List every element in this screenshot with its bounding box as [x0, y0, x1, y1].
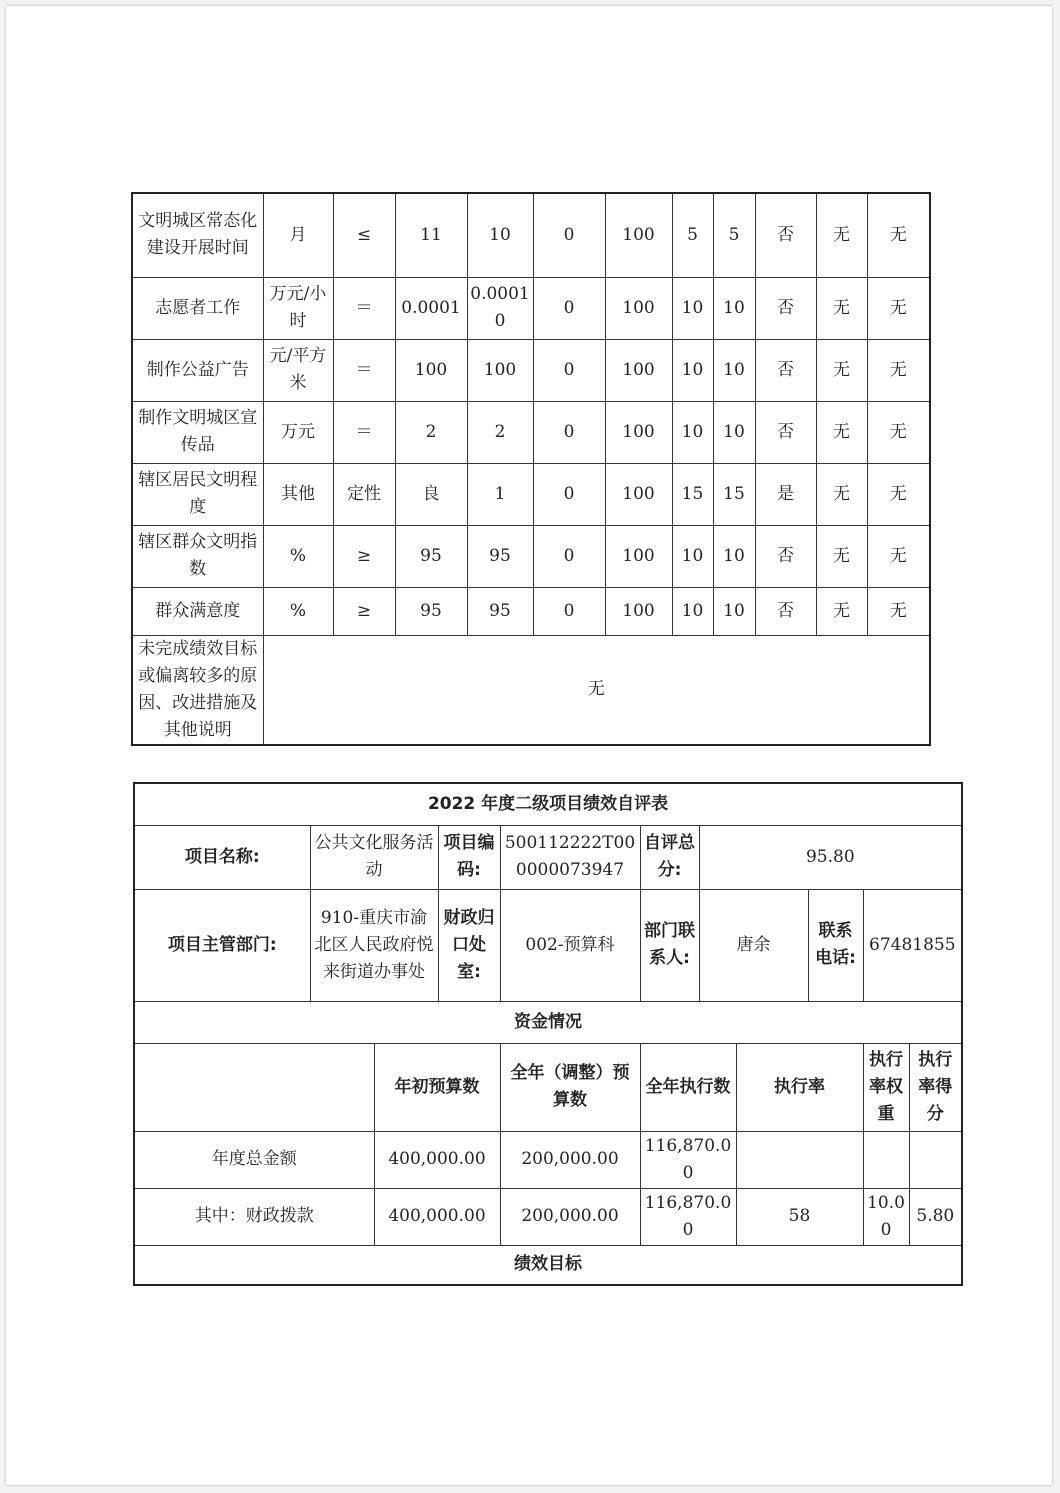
score: 10 [713, 339, 755, 401]
reason: 无 [816, 277, 867, 339]
score: 10 [713, 401, 755, 463]
deviation: 0 [533, 401, 605, 463]
measures: 无 [867, 525, 930, 587]
unit: 万元/小时 [263, 277, 333, 339]
indicator-row [132, 587, 930, 635]
project-evaluation-table [133, 782, 963, 1286]
actual-value: 0.00010 [467, 277, 533, 339]
completion-rate: 100 [605, 401, 672, 463]
indicator-name: 辖区居民文明程度 [132, 463, 263, 525]
contact-label: 部门联系人: [640, 889, 699, 1001]
reason: 无 [816, 193, 867, 277]
self-eval-score: 95.80 [699, 825, 962, 889]
funds-rate [736, 1131, 863, 1188]
score: 10 [713, 277, 755, 339]
indicator-name: 制作文明城区宣传品 [132, 401, 263, 463]
completion-rate: 100 [605, 525, 672, 587]
funds-score: 5.80 [909, 1188, 962, 1245]
is-qualitative: 否 [755, 193, 816, 277]
unit: % [263, 525, 333, 587]
measures: 无 [867, 277, 930, 339]
completion-rate: 100 [605, 587, 672, 635]
indicator-row [132, 525, 930, 587]
completion-rate: 100 [605, 339, 672, 401]
weight: 10 [672, 525, 713, 587]
reason: 无 [816, 525, 867, 587]
unit: % [263, 587, 333, 635]
project-name-label: 项目名称: [134, 825, 310, 889]
operator: ＝ [333, 277, 395, 339]
weight: 10 [672, 587, 713, 635]
completion-rate: 100 [605, 277, 672, 339]
dept-value: 910-重庆市渝北区人民政府悦来街道办事处 [310, 889, 438, 1001]
target-value: 95 [395, 587, 467, 635]
indicator-row [132, 463, 930, 525]
funds-initial: 400,000.00 [374, 1188, 500, 1245]
document-page [6, 6, 1052, 1485]
target-value: 2 [395, 401, 467, 463]
remarks-label: 未完成绩效目标或偏离较多的原因、改进措施及其他说明 [132, 635, 263, 745]
funds-header: 全年执行数 [640, 1043, 736, 1131]
operator: 定性 [333, 463, 395, 525]
score: 10 [713, 525, 755, 587]
goals-section-title: 绩效目标 [134, 1245, 962, 1285]
finance-value: 002-预算科 [500, 889, 640, 1001]
indicator-table [131, 192, 931, 746]
deviation: 0 [533, 339, 605, 401]
indicator-row [132, 339, 930, 401]
indicator-row [132, 193, 930, 277]
deviation: 0 [533, 277, 605, 339]
indicator-name: 群众满意度 [132, 587, 263, 635]
funds-header: 全年（调整）预算数 [500, 1043, 640, 1131]
funds-header: 执行率 [736, 1043, 863, 1131]
remarks-value: 无 [263, 635, 930, 745]
completion-rate: 100 [605, 463, 672, 525]
funds-score [909, 1131, 962, 1188]
funds-executed: 116,870.00 [640, 1131, 736, 1188]
reason: 无 [816, 401, 867, 463]
operator: ＝ [333, 339, 395, 401]
phone-label: 联系电话: [808, 889, 863, 1001]
indicator-row [132, 401, 930, 463]
dept-label: 项目主管部门: [134, 889, 310, 1001]
indicator-row [132, 277, 930, 339]
weight: 5 [672, 193, 713, 277]
funds-section-title: 资金情况 [134, 1001, 962, 1043]
measures: 无 [867, 193, 930, 277]
target-value: 0.0001 [395, 277, 467, 339]
weight: 10 [672, 277, 713, 339]
score: 15 [713, 463, 755, 525]
funds-rate: 58 [736, 1188, 863, 1245]
remarks-row [132, 635, 930, 745]
actual-value: 2 [467, 401, 533, 463]
weight: 10 [672, 401, 713, 463]
target-value: 95 [395, 525, 467, 587]
funds-row-label: 其中：财政拨款 [134, 1188, 374, 1245]
indicator-name: 志愿者工作 [132, 277, 263, 339]
funds-adjusted: 200,000.00 [500, 1131, 640, 1188]
funds-executed: 116,870.00 [640, 1188, 736, 1245]
actual-value: 100 [467, 339, 533, 401]
funds-weight: 10.00 [863, 1188, 909, 1245]
operator: ≥ [333, 525, 395, 587]
weight: 10 [672, 339, 713, 401]
is-qualitative: 否 [755, 277, 816, 339]
is-qualitative: 否 [755, 525, 816, 587]
actual-value: 1 [467, 463, 533, 525]
actual-value: 10 [467, 193, 533, 277]
project-code: 500112222T000000073947 [500, 825, 640, 889]
eval-table-title: 2022 年度二级项目绩效自评表 [134, 783, 962, 825]
funds-header: 执行率权重 [863, 1043, 909, 1131]
indicator-name: 制作公益广告 [132, 339, 263, 401]
funds-initial: 400,000.00 [374, 1131, 500, 1188]
target-value: 100 [395, 339, 467, 401]
operator: ≤ [333, 193, 395, 277]
funds-row [134, 1131, 962, 1188]
is-qualitative: 否 [755, 587, 816, 635]
project-code-label: 项目编码: [438, 825, 500, 889]
deviation: 0 [533, 525, 605, 587]
measures: 无 [867, 587, 930, 635]
score: 5 [713, 193, 755, 277]
contact-value: 唐余 [699, 889, 808, 1001]
unit: 月 [263, 193, 333, 277]
deviation: 0 [533, 193, 605, 277]
target-value: 11 [395, 193, 467, 277]
funds-header-row [134, 1043, 962, 1131]
indicator-name: 辖区群众文明指数 [132, 525, 263, 587]
score: 10 [713, 587, 755, 635]
is-qualitative: 是 [755, 463, 816, 525]
actual-value: 95 [467, 525, 533, 587]
project-name: 公共文化服务活动 [310, 825, 438, 889]
measures: 无 [867, 463, 930, 525]
funds-weight [863, 1131, 909, 1188]
unit: 其他 [263, 463, 333, 525]
weight: 15 [672, 463, 713, 525]
finance-label: 财政归口处室: [438, 889, 500, 1001]
funds-row [134, 1188, 962, 1245]
funds-row-label: 年度总金额 [134, 1131, 374, 1188]
reason: 无 [816, 339, 867, 401]
indicator-name: 文明城区常态化建设开展时间 [132, 193, 263, 277]
deviation: 0 [533, 463, 605, 525]
funds-header-blank [134, 1043, 374, 1131]
operator: ＝ [333, 401, 395, 463]
phone-value: 67481855 [863, 889, 962, 1001]
funds-header: 执行率得分 [909, 1043, 962, 1131]
is-qualitative: 否 [755, 401, 816, 463]
unit: 万元 [263, 401, 333, 463]
reason: 无 [816, 587, 867, 635]
score-label: 自评总分: [640, 825, 699, 889]
measures: 无 [867, 339, 930, 401]
funds-adjusted: 200,000.00 [500, 1188, 640, 1245]
measures: 无 [867, 401, 930, 463]
unit: 元/平方米 [263, 339, 333, 401]
completion-rate: 100 [605, 193, 672, 277]
funds-header: 年初预算数 [374, 1043, 500, 1131]
actual-value: 95 [467, 587, 533, 635]
operator: ≥ [333, 587, 395, 635]
target-value: 良 [395, 463, 467, 525]
deviation: 0 [533, 587, 605, 635]
is-qualitative: 否 [755, 339, 816, 401]
reason: 无 [816, 463, 867, 525]
